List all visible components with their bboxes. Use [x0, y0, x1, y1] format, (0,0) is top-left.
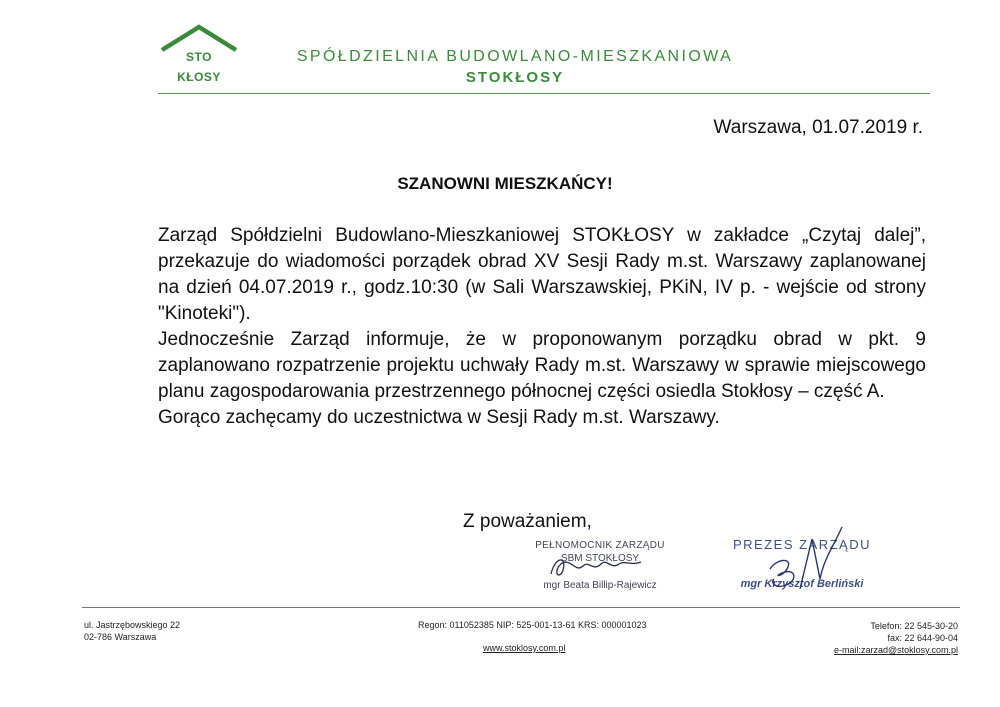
- letter-paragraph-3: Gorąco zachęcamy do uczestnictwa w Sesji Rady m.st. Warszawy.: [158, 407, 720, 428]
- header-divider: [158, 93, 930, 94]
- president-title: PREZES ZARZĄDU: [732, 537, 871, 552]
- organization-short-name: STOKŁOSY: [465, 69, 565, 86]
- footer-phone: Telefon: 22 545-30-20: [870, 621, 958, 631]
- letter-paragraph-1: Zarząd Spółdzielni Budowlano-Mieszkaniowej STOKŁOSY w zakładce „Czytaj dalej”, przekazuje do wiadomości porządek obrad XV Sesji Rady m.st. Warszawy zaplanowanej na dzień 04.07.2019 r., godz.10:30 (w Sali Warszawskiej, PKiN, IV p. - wejście od strony "Kinoteki").: [158, 225, 926, 324]
- footer-fax: fax: 22 644-90-04: [887, 633, 958, 643]
- organization-name: SPÓŁDZIELNIA BUDOWLANO-MIESZKANIOWA: [296, 48, 734, 65]
- footer-address-street: ul. Jastrzębowskiego 22: [84, 620, 181, 630]
- logo-text-bottom: KŁOSY: [177, 70, 221, 84]
- logo-text-top: STO: [186, 50, 212, 64]
- letter-heading: SZANOWNI MIESZKAŃCY!: [397, 174, 613, 193]
- signature-block-president: [712, 537, 892, 590]
- handwritten-signature-icon: [752, 519, 862, 599]
- letter-closing: Z poważaniem,: [463, 511, 592, 532]
- president-name: mgr Krzysztof Berliński: [740, 578, 864, 590]
- footer-address-city: 02-786 Warszawa: [84, 632, 157, 642]
- letter-body: [158, 223, 926, 431]
- signature-block-proxy: [525, 540, 675, 591]
- letter-paragraph-2: Jednocześnie Zarząd informuje, że w proponowanym porządku obrad w pkt. 9 zaplanowano rozpatrzenie projektu uchwały Rady m.st. Warszawy w sprawie miejscowego planu zagospodarowania przestrzennego północnej części osiedla Stokłosy – część A.: [158, 329, 926, 402]
- footer-email-link[interactable]: e-mail:zarzad@stoklosy.com.pl: [833, 645, 958, 655]
- footer-website-link[interactable]: www.stoklosy.com.pl: [483, 643, 566, 653]
- handwritten-signature-icon: [545, 552, 655, 582]
- footer-registry-numbers: Regon: 011052385 NIP: 525-001-13-61 KRS: 000001023: [418, 620, 647, 630]
- cooperative-logo: [158, 24, 240, 90]
- footer-divider: [82, 607, 960, 608]
- proxy-title: PEŁNOMOCNIK ZARZĄDU: [535, 540, 665, 551]
- letter-date: Warszawa, 01.07.2019 r.: [713, 117, 923, 138]
- proxy-name: mgr Beata Billip-Rajewicz: [543, 580, 657, 591]
- proxy-organization: SBM STOKŁOSY: [560, 553, 640, 564]
